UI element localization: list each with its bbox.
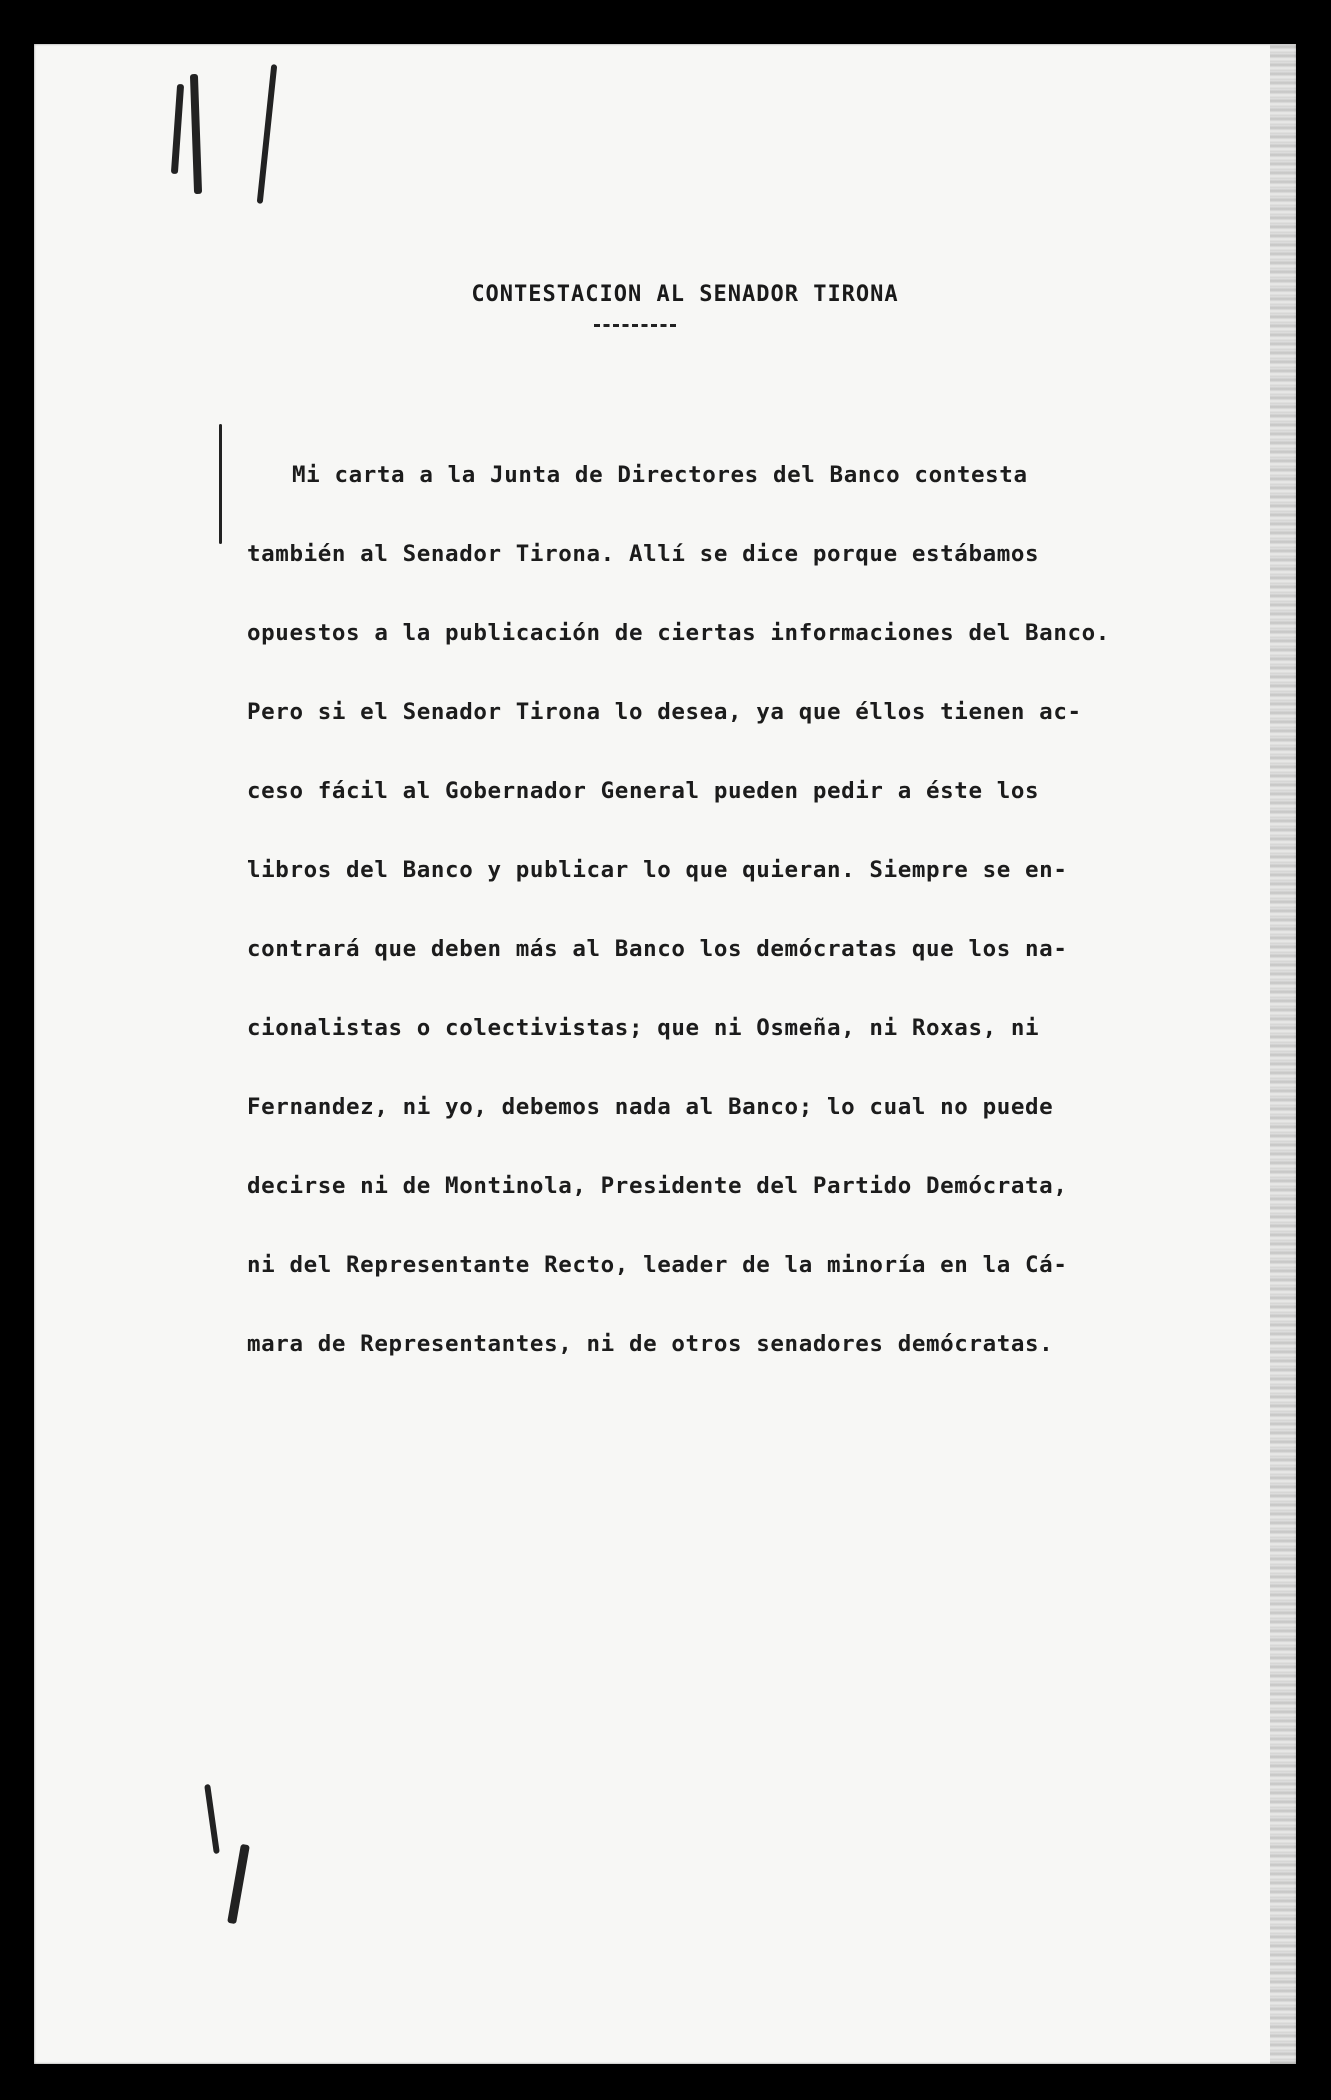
text-line: cionalistas o colectivistas; que ni Osmeña, ni Roxas, ni bbox=[247, 1015, 1040, 1041]
ink-mark bbox=[190, 74, 202, 194]
text-line: libros del Banco y publicar lo que quieran. Siempre se en- bbox=[247, 857, 1068, 883]
ink-mark bbox=[219, 424, 222, 544]
text-line: opuestos a la publicación de ciertas informaciones del Banco. bbox=[247, 620, 1110, 646]
document-title: CONTESTACION AL SENADOR TIRONA bbox=[471, 282, 899, 307]
text-line: decirse ni de Montinola, Presidente del Partido Demócrata, bbox=[247, 1173, 1068, 1199]
text-line: ni del Representante Recto, leader de la minoría en la Cá- bbox=[247, 1252, 1068, 1278]
ink-mark bbox=[257, 64, 278, 204]
text-line: mara de Representantes, ni de otros senadores demócratas. bbox=[247, 1331, 1054, 1357]
title-underline bbox=[594, 324, 676, 327]
scan-edge bbox=[1270, 44, 1296, 2064]
text-line: Mi carta a la Junta de Directores del Banco contesta bbox=[292, 462, 1028, 488]
text-line: Fernandez, ni yo, debemos nada al Banco; lo cual no puede bbox=[247, 1094, 1054, 1120]
text-line: contrará que deben más al Banco los demócratas que los na- bbox=[247, 936, 1068, 962]
text-line: ceso fácil al Gobernador General pueden pedir a éste los bbox=[247, 778, 1040, 804]
text-line: también al Senador Tirona. Allí se dice porque estábamos bbox=[247, 541, 1040, 567]
ink-mark bbox=[227, 1844, 250, 1924]
ink-mark bbox=[204, 1784, 220, 1854]
text-line: Pero si el Senador Tirona lo desea, ya que éllos tienen ac- bbox=[247, 699, 1082, 725]
ink-mark bbox=[171, 84, 184, 174]
document-page bbox=[34, 44, 1296, 2064]
body-text bbox=[247, 436, 1187, 1384]
